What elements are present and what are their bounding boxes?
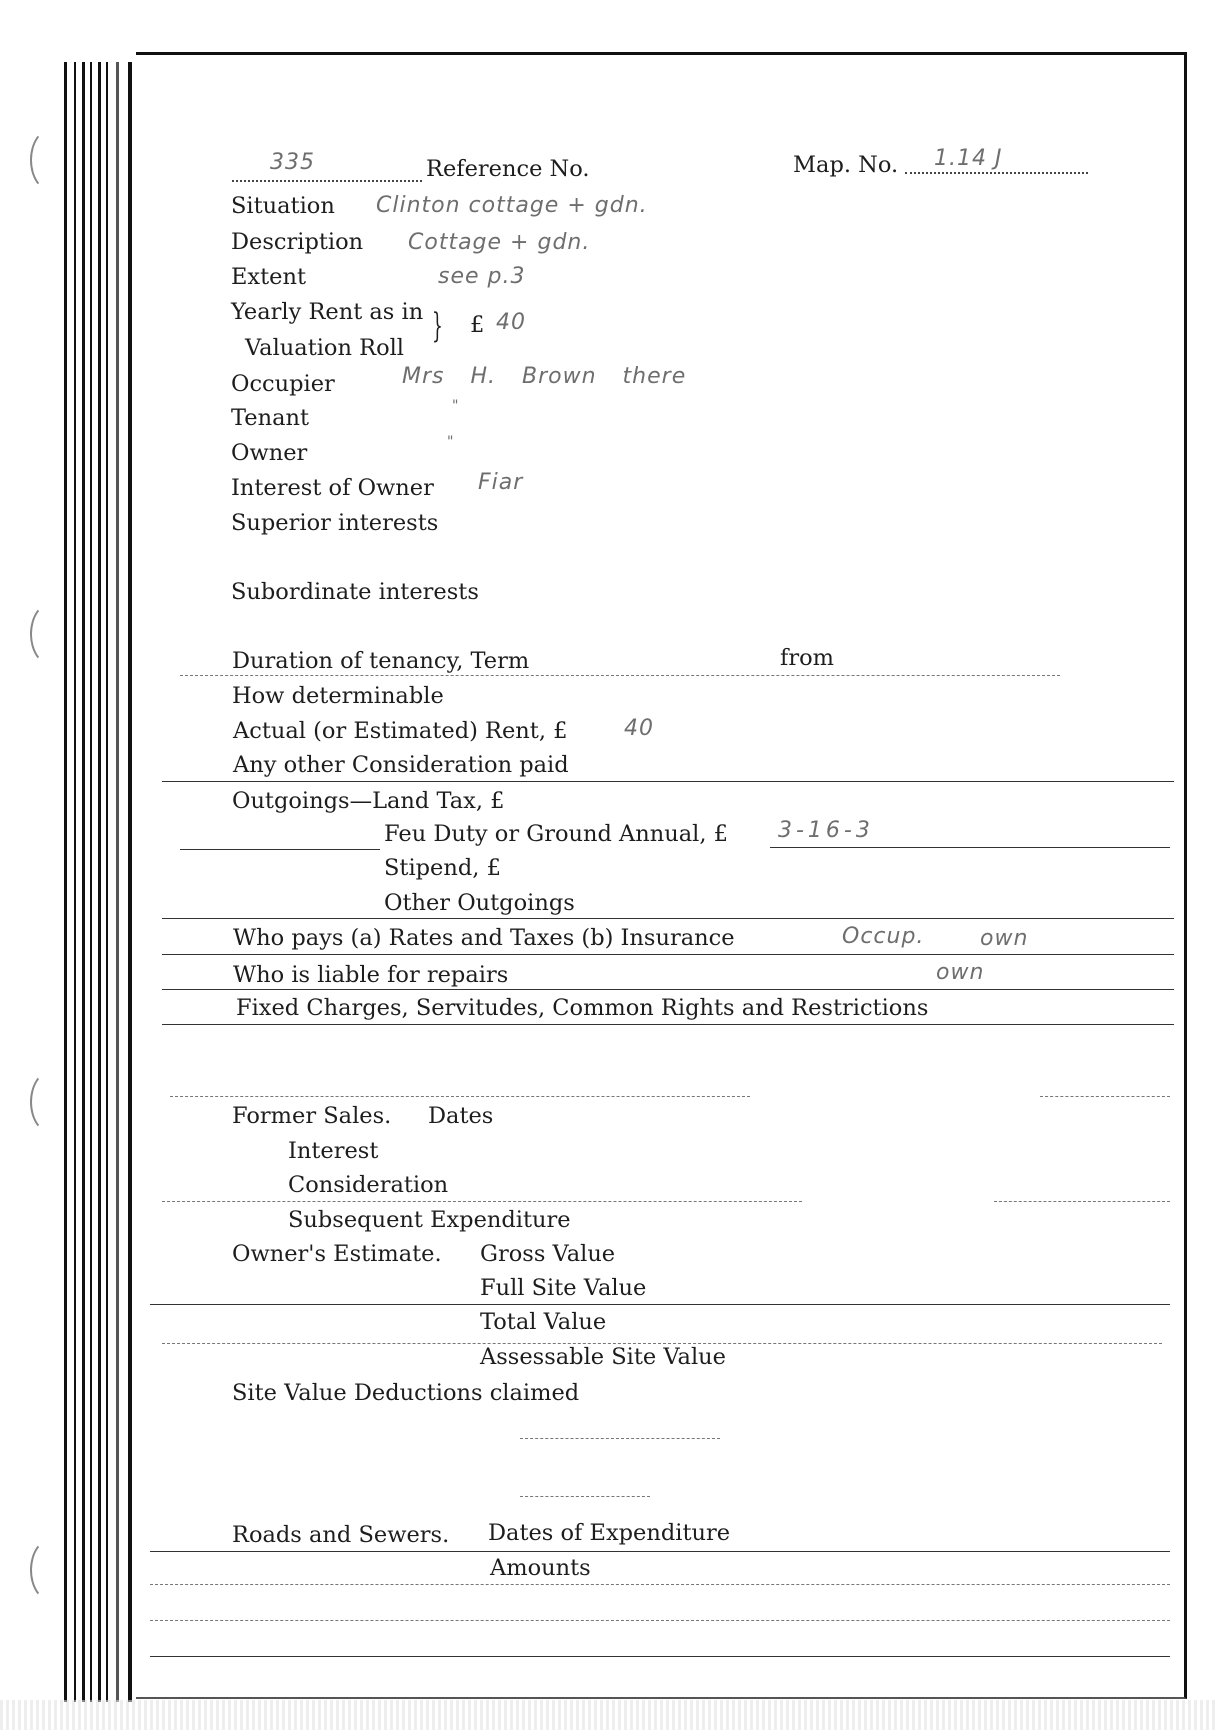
tenant-ditto: " xyxy=(452,398,460,414)
feu-duty-value: 3-16-3 xyxy=(778,818,874,843)
binding-spine xyxy=(64,62,144,1702)
total-value-label: Total Value xyxy=(480,1309,607,1335)
actual-rent-label: Actual (or Estimated) Rent, £ xyxy=(233,718,568,744)
subordinate-label: Subordinate interests xyxy=(231,579,479,605)
punch-hole xyxy=(30,602,74,666)
assessable-site-value-label: Assessable Site Value xyxy=(480,1344,726,1370)
other-consideration-label: Any other Consideration paid xyxy=(233,752,569,778)
description-value: Cottage + gdn. xyxy=(408,230,591,255)
dates-of-expenditure-label: Dates of Expenditure xyxy=(488,1520,731,1546)
roads-sewers-label: Roads and Sewers. xyxy=(232,1522,450,1548)
divider-dashed xyxy=(162,1201,802,1202)
site-value-deductions-label: Site Value Deductions claimed xyxy=(232,1380,580,1406)
yearly-rent-currency: £ xyxy=(470,312,485,338)
divider-rule xyxy=(162,1024,1174,1025)
yearly-rent-label: Yearly Rent as in xyxy=(231,299,424,325)
how-determinable-label: How determinable xyxy=(232,683,444,709)
from-label: from xyxy=(780,645,834,671)
former-sales-dates-label: Dates xyxy=(428,1103,494,1129)
yearly-rent-value: 40 xyxy=(496,310,526,335)
amounts-label: Amounts xyxy=(490,1555,591,1581)
map-dotted-line xyxy=(905,172,1088,174)
tenant-label: Tenant xyxy=(231,405,310,431)
extent-label: Extent xyxy=(231,264,307,290)
situation-value: Clinton cottage + gdn. xyxy=(376,193,648,218)
scan-edge xyxy=(0,1700,1217,1730)
interest-owner-label: Interest of Owner xyxy=(231,475,434,501)
stipend-label: Stipend, £ xyxy=(384,855,501,881)
divider-dashed xyxy=(180,675,1060,676)
divider-rule xyxy=(162,954,1174,955)
map-number: 1.14 J xyxy=(934,146,1003,171)
feu-duty-label: Feu Duty or Ground Annual, £ xyxy=(384,821,728,847)
map-label: Map. No. xyxy=(793,152,899,178)
divider-rule xyxy=(162,989,1174,990)
punch-hole xyxy=(30,1070,74,1134)
owner-ditto: " xyxy=(447,434,455,450)
who-pays-rates: Occup. xyxy=(842,924,925,949)
divider-dashed xyxy=(994,1201,1170,1202)
subsequent-expenditure-label: Subsequent Expenditure xyxy=(288,1207,571,1233)
outgoings-label: Outgoings—Land Tax, £ xyxy=(232,788,505,814)
divider-rule xyxy=(770,847,1170,848)
divider-rule xyxy=(150,1656,1170,1657)
punch-hole xyxy=(30,1538,74,1602)
owners-estimate-label: Owner's Estimate. xyxy=(232,1241,442,1267)
full-site-value-label: Full Site Value xyxy=(480,1275,647,1301)
repairs-label: Who is liable for repairs xyxy=(233,962,509,988)
divider-rule xyxy=(150,1551,1170,1552)
divider-rule xyxy=(162,918,1174,919)
description-label: Description xyxy=(231,229,364,255)
other-outgoings-label: Other Outgoings xyxy=(384,890,575,916)
divider-rule xyxy=(180,849,380,850)
divider-dashed xyxy=(1040,1096,1170,1097)
superior-label: Superior interests xyxy=(231,510,439,536)
valuation-roll-label: Valuation Roll xyxy=(245,335,405,361)
occupier-value: Mrs H. Brown there xyxy=(402,364,687,389)
who-pays-insurance: own xyxy=(980,926,1029,951)
situation-label: Situation xyxy=(231,193,335,219)
duration-label: Duration of tenancy, Term xyxy=(232,648,530,674)
interest-label: Interest xyxy=(288,1138,379,1164)
who-pays-label: Who pays (a) Rates and Taxes (b) Insurance xyxy=(233,925,735,951)
reference-dotted-line xyxy=(232,180,422,182)
divider-dashed xyxy=(520,1438,720,1439)
reference-label: Reference No. xyxy=(426,156,590,182)
actual-rent-value: 40 xyxy=(624,716,654,741)
brace: } xyxy=(432,306,443,346)
gross-value-label: Gross Value xyxy=(480,1241,616,1267)
occupier-label: Occupier xyxy=(231,371,335,397)
divider-dashed xyxy=(170,1096,750,1097)
repairs-value: own xyxy=(936,960,985,985)
divider-dashed xyxy=(150,1620,1170,1621)
former-sales-label: Former Sales. xyxy=(232,1103,392,1129)
fixed-charges-label: Fixed Charges, Servitudes, Common Rights and Restrictions xyxy=(236,995,929,1021)
owner-label: Owner xyxy=(231,440,308,466)
consideration-label: Consideration xyxy=(288,1172,449,1198)
extent-value: see p.3 xyxy=(438,264,526,289)
divider-dashed xyxy=(520,1496,650,1497)
divider-rule xyxy=(162,781,1174,782)
divider-dashed xyxy=(150,1584,1170,1585)
divider-rule xyxy=(150,1304,1170,1305)
punch-hole xyxy=(30,128,74,192)
interest-owner-value: Fiar xyxy=(478,470,524,495)
reference-number: 335 xyxy=(270,150,315,175)
